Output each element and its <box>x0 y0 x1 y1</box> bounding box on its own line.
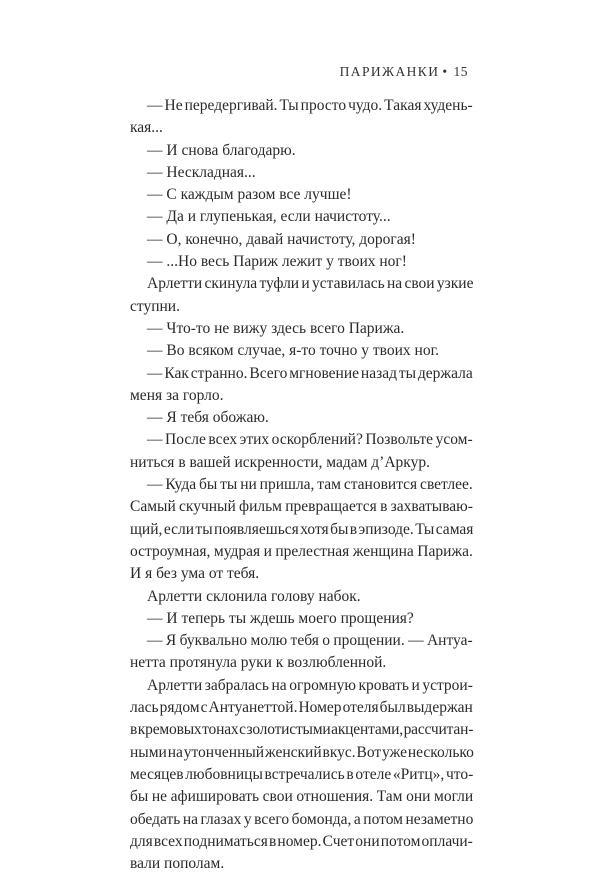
text-line: ступни. <box>130 297 180 315</box>
text-line: ными на утонченный женский вкус. Вот уже несколько <box>130 743 474 761</box>
running-title: ПАРИЖАНКИ <box>339 64 440 79</box>
text-line: вали пополам. <box>130 855 225 873</box>
text-line: — И теперь ты ждешь моего прощения? <box>147 609 414 627</box>
body-text <box>130 95 473 875</box>
text-line: Самый скучный фильм превращается в захватываю- <box>130 498 473 516</box>
text-line: — Что-то не вижу здесь всего Парижа. <box>147 319 405 337</box>
text-line: — ...Но весь Париж лежит у твоих ног! <box>147 253 407 271</box>
text-line: обедать на глазах у всего бомонда, а потом незаметно <box>130 810 474 828</box>
text-line: месяцев любовницы встречались в отеле «Ритц», что- <box>130 765 474 783</box>
text-line: для всех подниматься в номер. Счет они потом оплачи- <box>130 832 473 850</box>
page-number: 15 <box>453 64 468 79</box>
text-line: — Я тебя обожаю. <box>147 409 269 427</box>
text-line: — Во всяком случае, я-то точно у твоих ног. <box>147 342 440 360</box>
text-line: кая... <box>130 119 163 137</box>
text-line: Арлетти скинула туфли и уставилась на свои узкие <box>147 275 474 293</box>
text-line: остроумная, мудрая и прелестная женщина Парижа. <box>130 542 473 560</box>
text-line: И я без ума от тебя. <box>130 565 260 583</box>
text-line: бы не афишировать свои отношения. Там они могли <box>130 788 474 806</box>
text-line: — Куда бы ты ни пришла, там становится светлее. <box>147 476 473 494</box>
text-line: Арлетти склонила голову набок. <box>147 587 361 605</box>
text-line: — Как странно. Всего мгновение назад ты держала <box>147 364 473 382</box>
text-line: — Не передергивай. Ты просто чудо. Такая худень- <box>147 97 473 114</box>
text-line: — О, конечно, давай начистоту, дорогая! <box>147 230 416 248</box>
text-line: щий, если ты появляешься хотя бы в эпизоде. Ты самая <box>130 520 474 538</box>
text-line: — Я буквально молю тебя о прощении. — Антуа- <box>147 632 473 650</box>
text-line: — Да и глупенькая, если начистоту... <box>147 208 391 226</box>
text-line: Арлетти забралась на огромную кровать и устрои- <box>147 676 473 694</box>
text-line: — И снова благодарю. <box>147 141 296 159</box>
text-line: нетта протянула руки к возлюбленной. <box>130 654 387 672</box>
text-line: — После всех этих оскорблений? Позвольте усом- <box>147 431 473 449</box>
text-line: ниться в вашей искренности, мадам д’Аркур. <box>130 453 430 471</box>
running-header <box>340 64 468 80</box>
text-line: — Нескладная... <box>147 163 256 181</box>
text-line: — С каждым разом все лучше! <box>147 186 352 204</box>
text-line: меня за горло. <box>130 386 224 404</box>
text-line: лась рядом с Антуанеттой. Номер отеля был выдержан <box>130 699 473 717</box>
text-line: в кремовых тонах с золотистыми акцентами, рассчитан- <box>130 721 474 739</box>
header-bullet: • <box>442 64 449 79</box>
